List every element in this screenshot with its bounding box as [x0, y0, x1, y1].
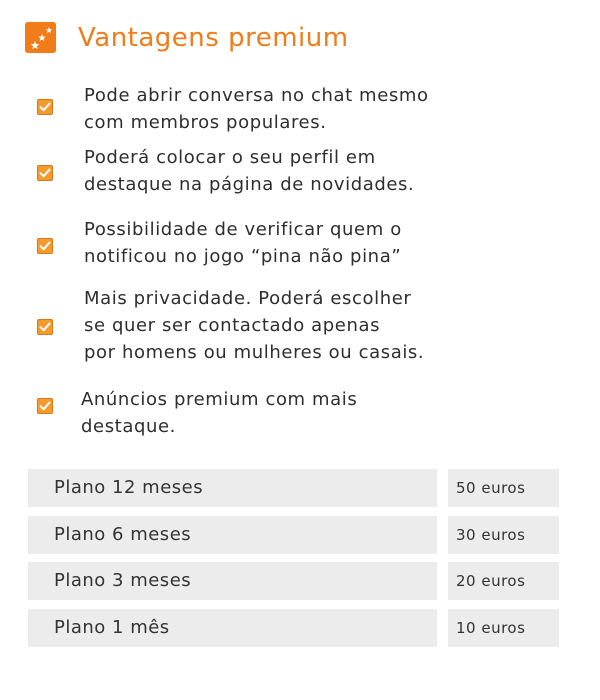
plan-price-label: 50 euros	[456, 479, 526, 497]
benefit-text-line: se quer ser contactado apenas	[84, 315, 381, 336]
plan-row-12-meses[interactable]	[28, 469, 559, 507]
plan-name-cell[interactable]	[28, 562, 437, 600]
plan-name-cell[interactable]	[28, 609, 437, 647]
page-title: Vantagens premium	[78, 23, 349, 53]
plan-name-label: Plano 12 meses	[54, 477, 204, 498]
benefit-text-line: notificou no jogo “pina não pina”	[84, 246, 402, 267]
stars-icon	[25, 22, 56, 53]
plan-name-cell[interactable]	[28, 516, 437, 554]
plan-price-cell[interactable]	[448, 469, 559, 507]
plan-price-cell[interactable]	[448, 609, 559, 647]
benefit-text-line: por homens ou mulheres ou casais.	[84, 342, 425, 363]
benefit-text-line: destaque na página de novidades.	[84, 174, 415, 195]
plan-row-3-meses[interactable]	[28, 562, 559, 600]
plan-row-6-meses[interactable]	[28, 516, 559, 554]
plan-price-label: 30 euros	[456, 526, 526, 544]
plan-name-cell[interactable]	[28, 469, 437, 507]
plan-price-label: 20 euros	[456, 572, 526, 590]
benefit-text-line: Pode abrir conversa no chat mesmo	[84, 85, 429, 106]
checkbox-checked-icon	[37, 238, 53, 254]
checkbox-checked-icon	[37, 398, 53, 414]
plan-name-label: Plano 1 mês	[54, 617, 170, 638]
plan-name-label: Plano 3 meses	[54, 570, 192, 591]
benefit-text-line: Possibilidade de verificar quem o	[84, 219, 402, 240]
checkbox-checked-icon	[37, 165, 53, 181]
benefit-text-line: destaque.	[81, 416, 176, 437]
benefit-text-line: Poderá colocar o seu perfil em	[84, 147, 376, 168]
benefit-text-line: Mais privacidade. Poderá escolher	[84, 288, 412, 309]
plan-row-1-mes[interactable]	[28, 609, 559, 647]
checkbox-checked-icon	[37, 99, 53, 115]
plan-price-cell[interactable]	[448, 516, 559, 554]
plan-price-label: 10 euros	[456, 619, 526, 637]
plan-name-label: Plano 6 meses	[54, 524, 192, 545]
benefit-text-line: Anúncios premium com mais	[81, 389, 358, 410]
checkbox-checked-icon	[37, 319, 53, 335]
plan-price-cell[interactable]	[448, 562, 559, 600]
benefit-text-line: com membros populares.	[84, 112, 327, 133]
